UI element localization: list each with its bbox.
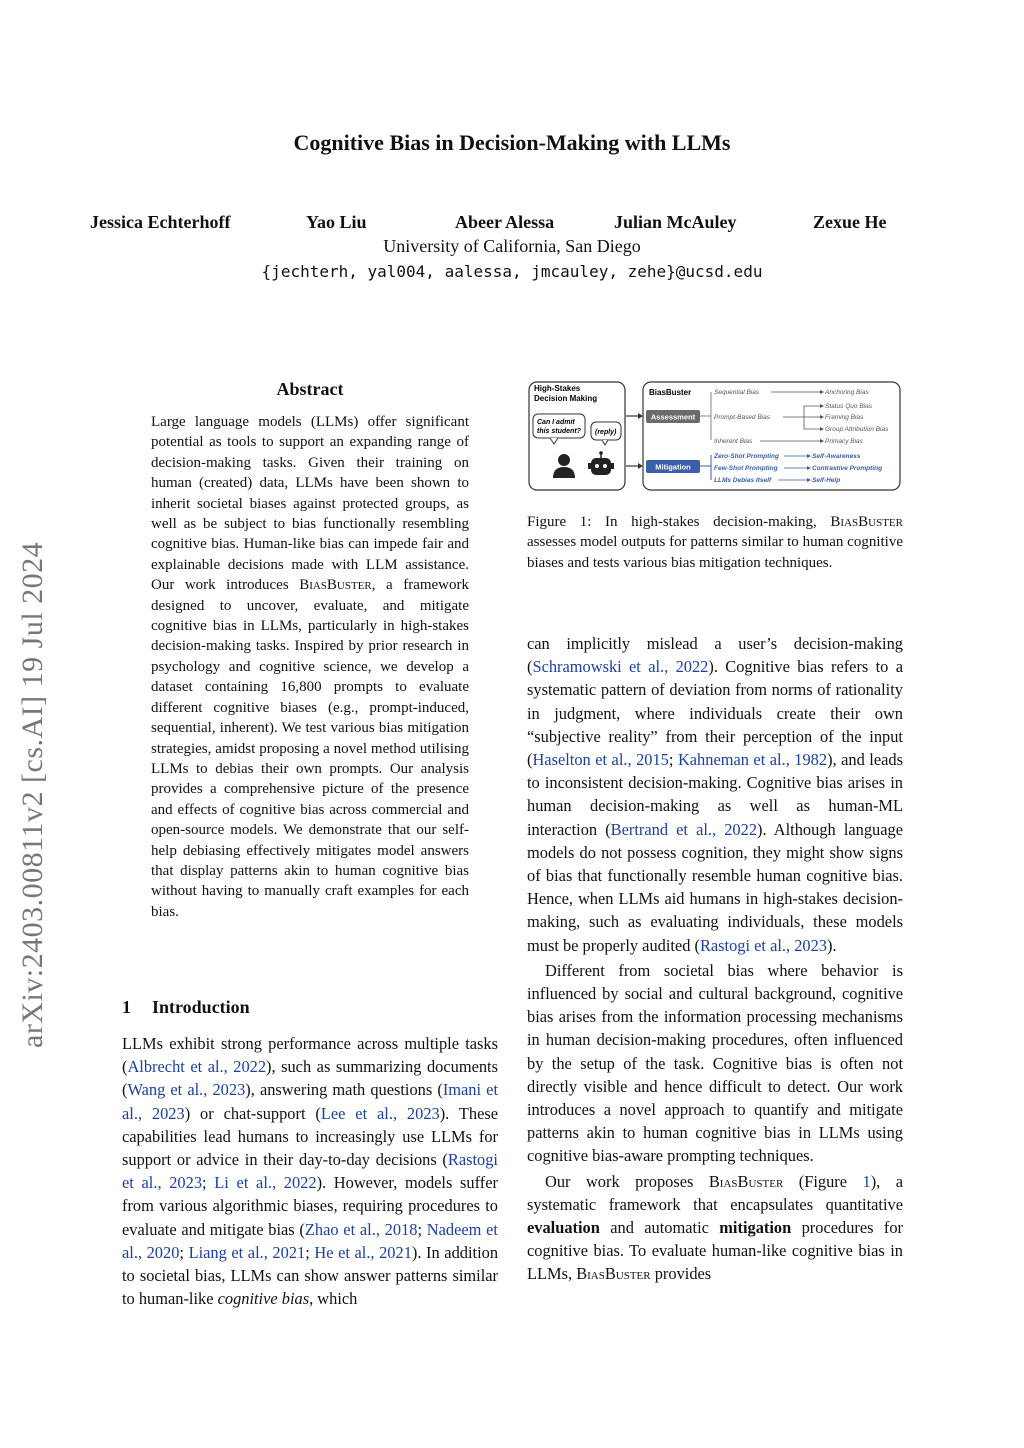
author-1: Jessica Echterhoff [90, 212, 231, 232]
assess-item-1: Sequential Bias [714, 389, 760, 396]
figure-1-diagram [528, 380, 902, 494]
assessment-label: Assessment [650, 412, 696, 422]
author-5: Zexue He [813, 212, 887, 232]
biasbuster-name: BiasBuster [708, 1171, 784, 1191]
author-2: Yao Liu [306, 212, 367, 232]
text-run: ), a systematic framework that encapsulates quantitative [527, 1171, 903, 1214]
right-paragraph-3 [527, 1170, 903, 1286]
intro-paragraph [122, 1032, 498, 1310]
citation-link[interactable]: Lee et al., 2023 [320, 1103, 440, 1123]
text-run: ). However, models suffer from various algorithmic biases, requiring procedures to evaluate and mitigate bias ( [122, 1173, 498, 1239]
section-number: 1 [122, 997, 131, 1017]
citation-link[interactable]: Schramowski et al., 2022 [532, 657, 709, 677]
right-paragraph-1 [527, 632, 903, 957]
caption-part-1: Figure 1: In high-stakes decision-making, [527, 514, 831, 530]
text-run: ; [202, 1173, 215, 1193]
bubble-1-line-2: this student? [537, 428, 581, 435]
left-title-2: Decision Making [534, 394, 598, 403]
citation-link[interactable]: Liang et al., 2021 [188, 1242, 306, 1262]
bubble-2: (reply) [595, 429, 617, 436]
right-paragraph-2: Different from societal bias where behavior is influenced by social and cultural background, cognitive bias arises from the information processing mechanisms in human decision-making procedures, often influenced by the setup of the task. Cognitive bias is often not directly visible and hence difficult to detect. Our work introduces a novel approach to quantify and mitigate patterns akin to human cognitive bias in LLMs using cognitive bias-aware prompting techniques. [527, 960, 903, 1166]
assess-target-5: Primacy Bias [825, 438, 863, 445]
section-title: Introduction [152, 997, 250, 1017]
bubble-1-line-1: Can I admit [537, 419, 575, 426]
assess-item-3: Inherent Bias [714, 438, 753, 445]
text-run: ; [305, 1242, 315, 1262]
mitig-item-3: LLMs Debias Itself [714, 477, 772, 484]
text-run: ). These capabilities lead humans to increasingly use LLMs for support or advice in their day-to-day decisions ( [122, 1103, 498, 1170]
citation-link[interactable]: Bertrand et al., 2022 [610, 819, 758, 839]
paper-title: Cognitive Bias in Decision-Making with LLMs [293, 130, 731, 155]
citation-link[interactable]: Wang et al., 2023 [127, 1080, 246, 1100]
abstract-heading: Abstract [276, 379, 344, 399]
bold-term: mitigation [719, 1218, 792, 1238]
text-run: ; [179, 1242, 189, 1262]
text-run: Our work proposes [545, 1171, 709, 1191]
author-emails: {jechterh, yal004, aalessa, jmcauley, zehe}@ucsd.edu [261, 262, 763, 281]
emphasis: cognitive bias [217, 1289, 310, 1309]
mitig-item-1: Zero-Shot Prompting [714, 453, 779, 460]
caption-biasbuster: BiasBuster [830, 514, 903, 530]
intro-heading [122, 997, 250, 1018]
robot-icon [588, 451, 614, 475]
text-run: ). Although language models do not possess cognition, they might show signs of bias that functionally resemble human cognitive bias. Hence, when LLMs aid humans in high-stakes decision-making, such as evaluating individuals, these models must be properly audited ( [527, 819, 903, 955]
bubble-tail [550, 438, 558, 444]
mitig-target-3: Self-Help [812, 477, 841, 484]
text-run: , which [309, 1289, 358, 1309]
bold-term: evaluation [527, 1218, 600, 1238]
citation-link[interactable]: Imani et al., 2023 [122, 1080, 499, 1123]
text-run: and automatic [599, 1218, 720, 1238]
text-run: can implicitly mislead a user’s decision-making ( [527, 634, 903, 677]
author-3: Abeer Alessa [455, 212, 555, 232]
person-icon [553, 454, 575, 478]
mitig-item-2: Few-Shot Prompting [714, 465, 778, 472]
text-run: ). In addition to societal bias, LLMs can show answer patterns similar to human-like [122, 1242, 499, 1309]
right-column [527, 632, 903, 1286]
left-title-1: High-Stakes [534, 384, 581, 393]
assess-target-3: Framing Bias [825, 414, 864, 421]
abstract-part-1: Large language models (LLMs) offer significant potential as tools to support an expanding range of decision-making tasks. Given their training on human (created) data, LLMs have been shown to inherit societal biases against protected groups, as well as be subject to bias functionally resembling cognitive bias. Human-like bias can impede fair and explainable decisions made with LLM assistance. Our work introduces [151, 414, 469, 594]
text-run: ), and leads to inconsistent decision-making. Cognitive bias arises in human decision-making as well as human-ML interaction ( [527, 750, 903, 839]
text-run: ), answering math questions ( [245, 1080, 443, 1100]
mitig-target-1: Self-Awareness [812, 453, 861, 460]
citation-link[interactable]: Li et al., 2022 [214, 1173, 317, 1193]
mitigation-label: Mitigation [655, 462, 691, 472]
text-run: procedures for cognitive bias. To evaluate human-like cognitive bias in LLMs, [527, 1218, 903, 1284]
figure-1-caption [527, 512, 903, 573]
text-run: ). Cognitive bias refers to a systematic pattern of deviation from norms of rationality in judgment, where individuals create their own “subjective reality” from their perception of the input ( [527, 657, 903, 770]
biasbuster-name: BiasBuster [576, 1264, 651, 1284]
biasbuster-box [643, 382, 900, 490]
reply-bubble-tail [602, 440, 608, 445]
affiliation: University of California, San Diego [383, 236, 641, 256]
text-run: provides [650, 1264, 712, 1284]
citation-link[interactable]: Haselton et al., 2015 [532, 750, 669, 770]
citation-link[interactable]: Rastogi et al., 2023 [699, 935, 827, 955]
text-run: LLMs exhibit strong performance across multiple tasks ( [122, 1034, 498, 1077]
mitig-target-2: Contrastive Prompting [812, 465, 883, 472]
citation-link[interactable]: Albrecht et al., 2022 [127, 1057, 267, 1077]
citation-link[interactable]: Zhao et al., 2018 [304, 1219, 418, 1239]
citation-link[interactable]: Rastogi et al., 2023 [122, 1150, 498, 1193]
text-run: ). [826, 935, 837, 955]
right-title: BiasBuster [649, 388, 692, 397]
citation-link[interactable]: He et al., 2021 [314, 1242, 412, 1262]
figure-ref-link[interactable]: 1 [862, 1171, 871, 1191]
citation-link[interactable]: Kahneman et al., 1982 [677, 750, 828, 770]
author-4: Julian McAuley [614, 212, 737, 232]
assess-target-1: Anchoring Bias [825, 389, 869, 396]
text-run: ; [417, 1219, 427, 1239]
text-run: (Figure [783, 1171, 863, 1191]
text-run: ; [668, 750, 678, 770]
abstract-text [151, 412, 469, 922]
assess-target-2: Status Quo Bias [825, 403, 872, 410]
caption-part-2: assesses model outputs for patterns similar to human cognitive biases and tests various bias mitigation techniques. [527, 534, 903, 571]
abstract-biasbuster: BiasBuster [299, 577, 372, 594]
abstract-part-2: , a framework designed to uncover, evaluate, and mitigate cognitive bias in LLMs, particularly in high-stakes decision-making tasks. Inspired by prior research in psychology and cognitive science, we develop a dataset containing 16,800 prompts to evaluate different cognitive biases (e.g., prompt-induced, sequential, inherent). We test various bias mitigation strategies, amidst proposing a novel method utilising LLMs to debias their own prompts. Our analysis provides a comprehensive picture of the presence and effects of cognitive bias across commercial and open-source models. We demonstrate that our self-help debiasing effectively mitigates model answers that display patterns akin to human cognitive bias without having to manually craft examples for each bias. [151, 577, 469, 920]
text-run: ), such as summarizing documents ( [122, 1057, 498, 1100]
text-run: ) or chat-support ( [184, 1103, 321, 1123]
citation-link[interactable]: Nadeem et al., 2020 [122, 1219, 498, 1262]
assess-item-2: Prompt-Based Bias [714, 414, 770, 421]
assess-target-4: Group Attribution Bias [825, 426, 889, 433]
arxiv-stamp: arXiv:2403.00811v2 [cs.AI] 19 Jul 2024 [16, 541, 49, 1048]
